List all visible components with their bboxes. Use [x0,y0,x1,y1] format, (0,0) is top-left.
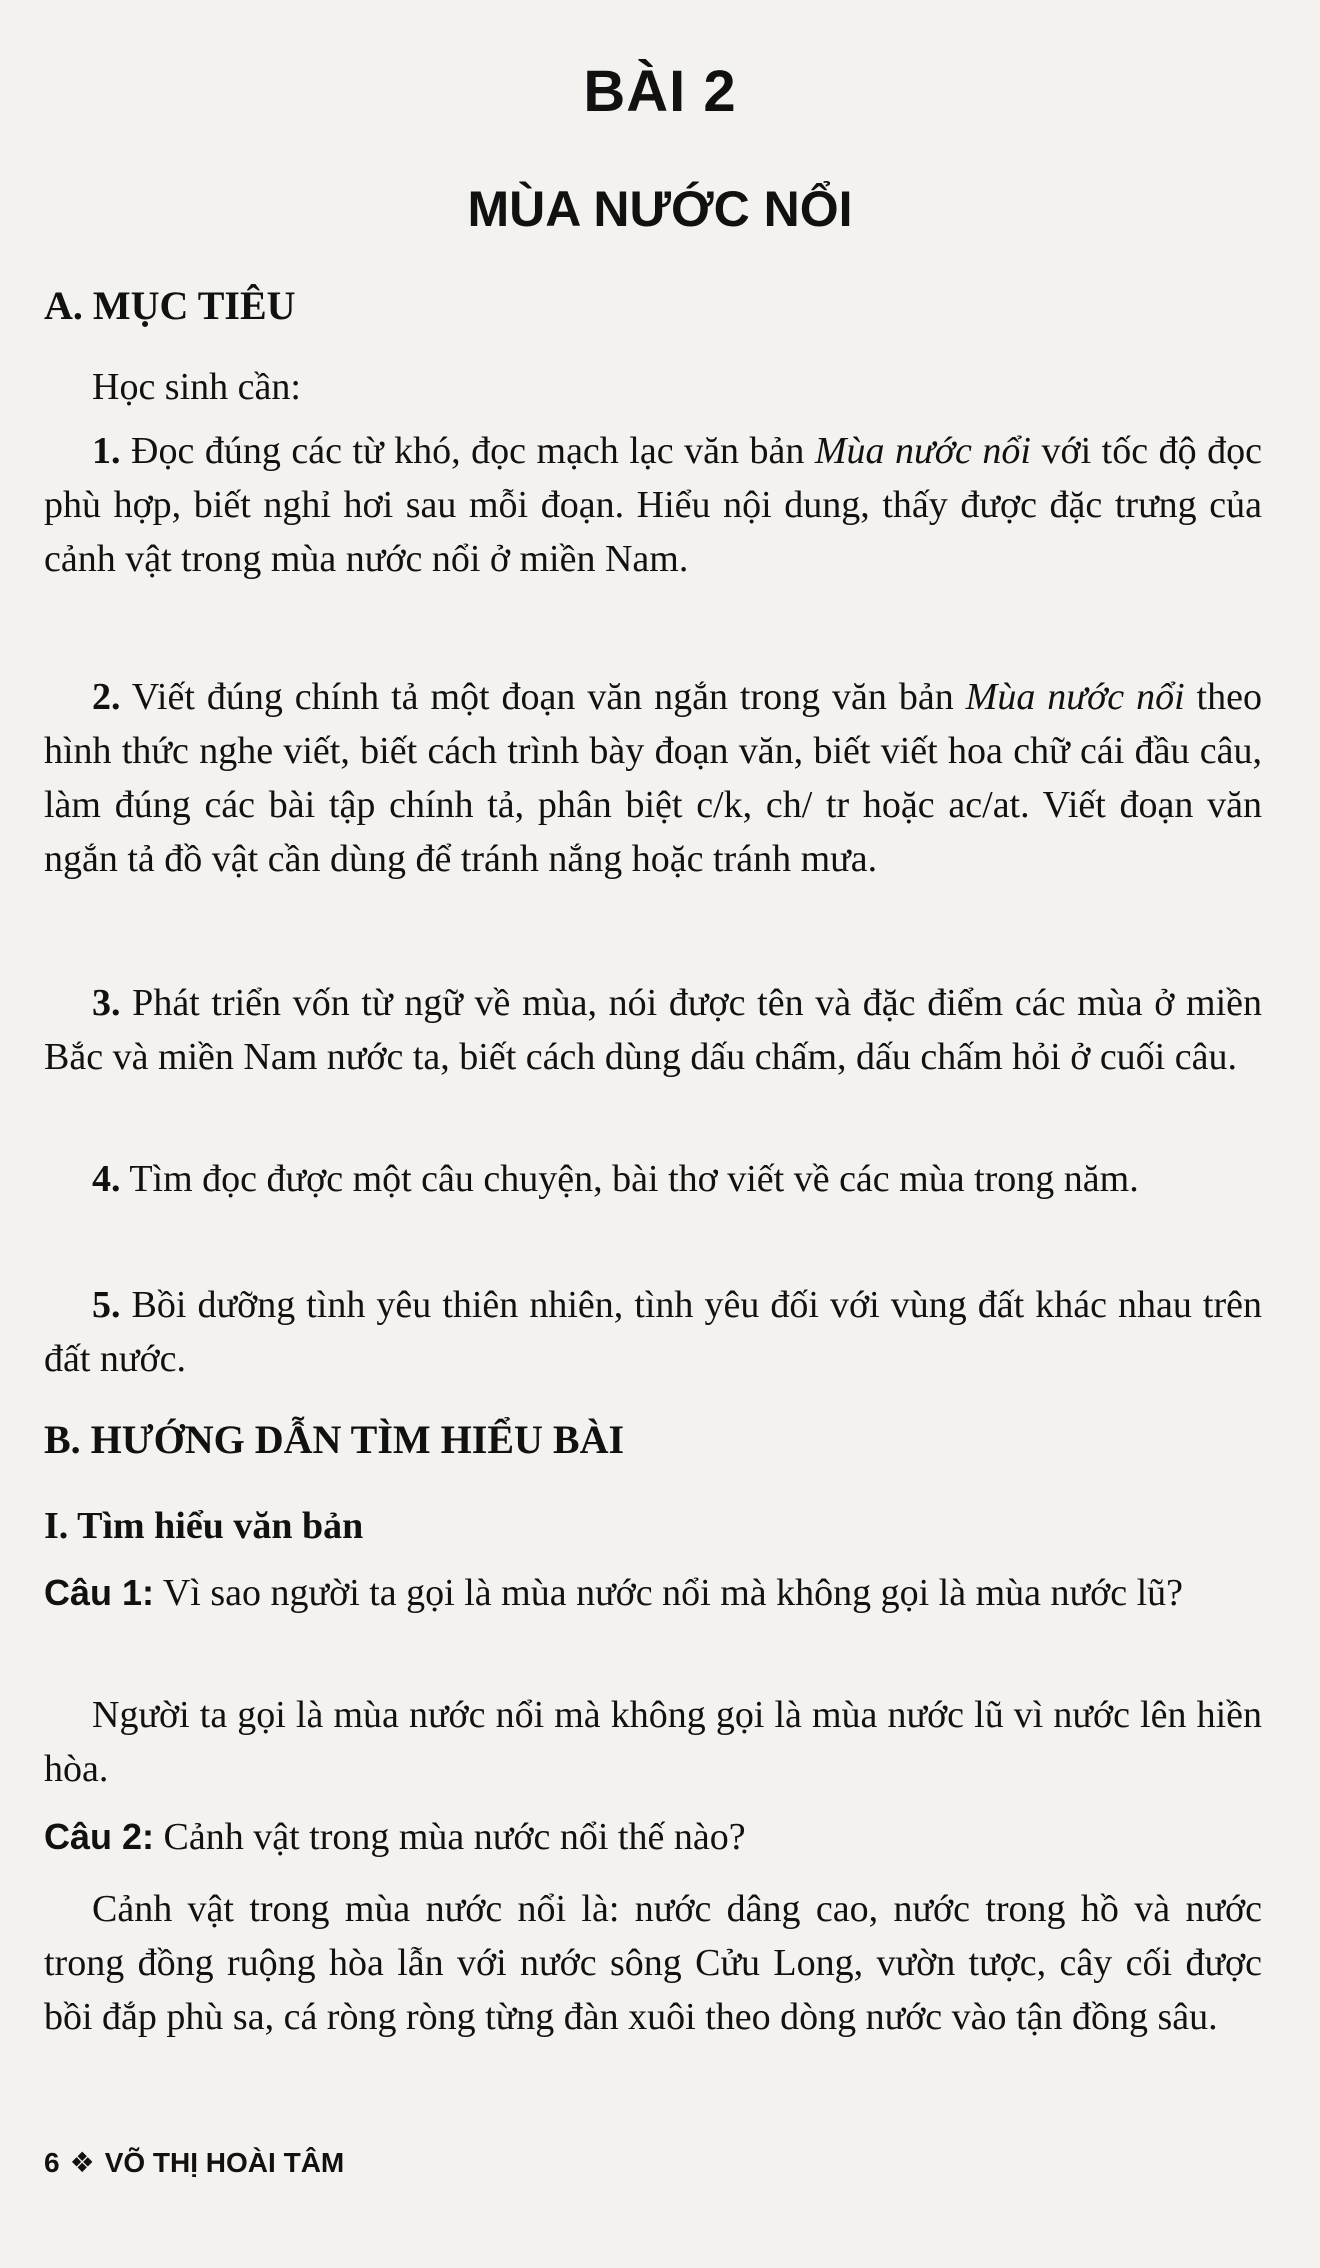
objective-3-number: 3. [92,982,121,1024]
objective-1-title-italic: Mùa nước nổi [814,430,1031,472]
objective-3 [44,976,1262,1084]
lesson-number: BÀI 2 [583,59,737,124]
objective-1-text-after: với tốc độ đọc phù hợp, biết nghỉ hơi sau mỗi đoạn. Hiểu nội dung, thấy được đặc trưng của cảnh vật trong mùa nước nổi ở miền Nam. [44,430,1262,580]
page-number: 6 [44,2147,60,2178]
objective-2 [44,670,1262,886]
section-b-heading: B. HƯỚNG DẪN TÌM HIỂU BÀI [44,1417,625,1462]
objective-5-text: Bồi dưỡng tình yêu thiên nhiên, tình yêu đối với vùng đất khác nhau trên đất nước. [44,1284,1262,1380]
question-1 [44,1566,1262,1620]
objectives-intro: Học sinh cần: [92,366,301,408]
question-2-label: Câu 2: [44,1816,155,1857]
question-2-text: Cảnh vật trong mùa nước nổi thế nào? [154,1816,746,1858]
objective-1-text-before: Đọc đúng các từ khó, đọc mạch lạc văn bản [120,430,815,472]
objective-4 [44,1152,1262,1206]
objective-5 [44,1278,1262,1386]
answer-1: Người ta gọi là mùa nước nổi mà không gọi là mùa nước lũ vì nước lên hiền hòa. [44,1694,1262,1790]
question-1-label: Câu 1: [44,1572,155,1613]
question-1-text: Vì sao người ta gọi là mùa nước nổi mà không gọi là mùa nước lũ? [154,1572,1183,1614]
objective-4-text: Tìm đọc được một câu chuyện, bài thơ viết về các mùa trong năm. [120,1158,1139,1200]
objective-4-number: 4. [92,1158,121,1200]
footer-separator-icon: ❖ [69,2147,95,2178]
objective-2-title-italic: Mùa nước nổi [965,676,1185,718]
objective-2-number: 2. [92,676,121,718]
answer-2: Cảnh vật trong mùa nước nổi là: nước dâng cao, nước trong hồ và nước trong đồng ruộng hòa lẫn với nước sông Cửu Long, vườn tược, cây cối được bồi đắp phù sa, cá ròng ròng từng đàn xuôi theo dòng nước vào tận đồng sâu. [44,1888,1262,2038]
objective-3-text: Phát triển vốn từ ngữ về mùa, nói được tên và đặc điểm các mùa ở miền Bắc và miền Nam nước ta, biết cách dùng dấu chấm, dấu chấm hỏi ở cuối câu. [44,982,1262,1078]
footer-author: VÕ THỊ HOÀI TÂM [104,2147,345,2178]
lesson-title: MÙA NƯỚC NỔI [467,181,853,237]
section-b-subheading: I. Tìm hiểu văn bản [44,1505,364,1547]
objective-2-text-after: theo hình thức nghe viết, biết cách trình bày đoạn văn, biết viết hoa chữ cái đầu câu, làm đúng các bài tập chính tả, phân biệt c/k, ch/ tr hoặc ac/at. Viết đoạn văn ngắn tả đồ vật cần dùng để tránh nắng hoặc tránh mưa. [44,676,1262,880]
section-a-heading: A. MỤC TIÊU [44,283,296,328]
question-2 [44,1810,1262,1864]
objective-1-number: 1. [92,430,121,472]
objective-5-number: 5. [92,1284,121,1326]
objective-1 [44,424,1262,586]
objective-2-text-before: Viết đúng chính tả một đoạn văn ngắn trong văn bản [120,676,966,718]
page-footer [44,2146,344,2179]
